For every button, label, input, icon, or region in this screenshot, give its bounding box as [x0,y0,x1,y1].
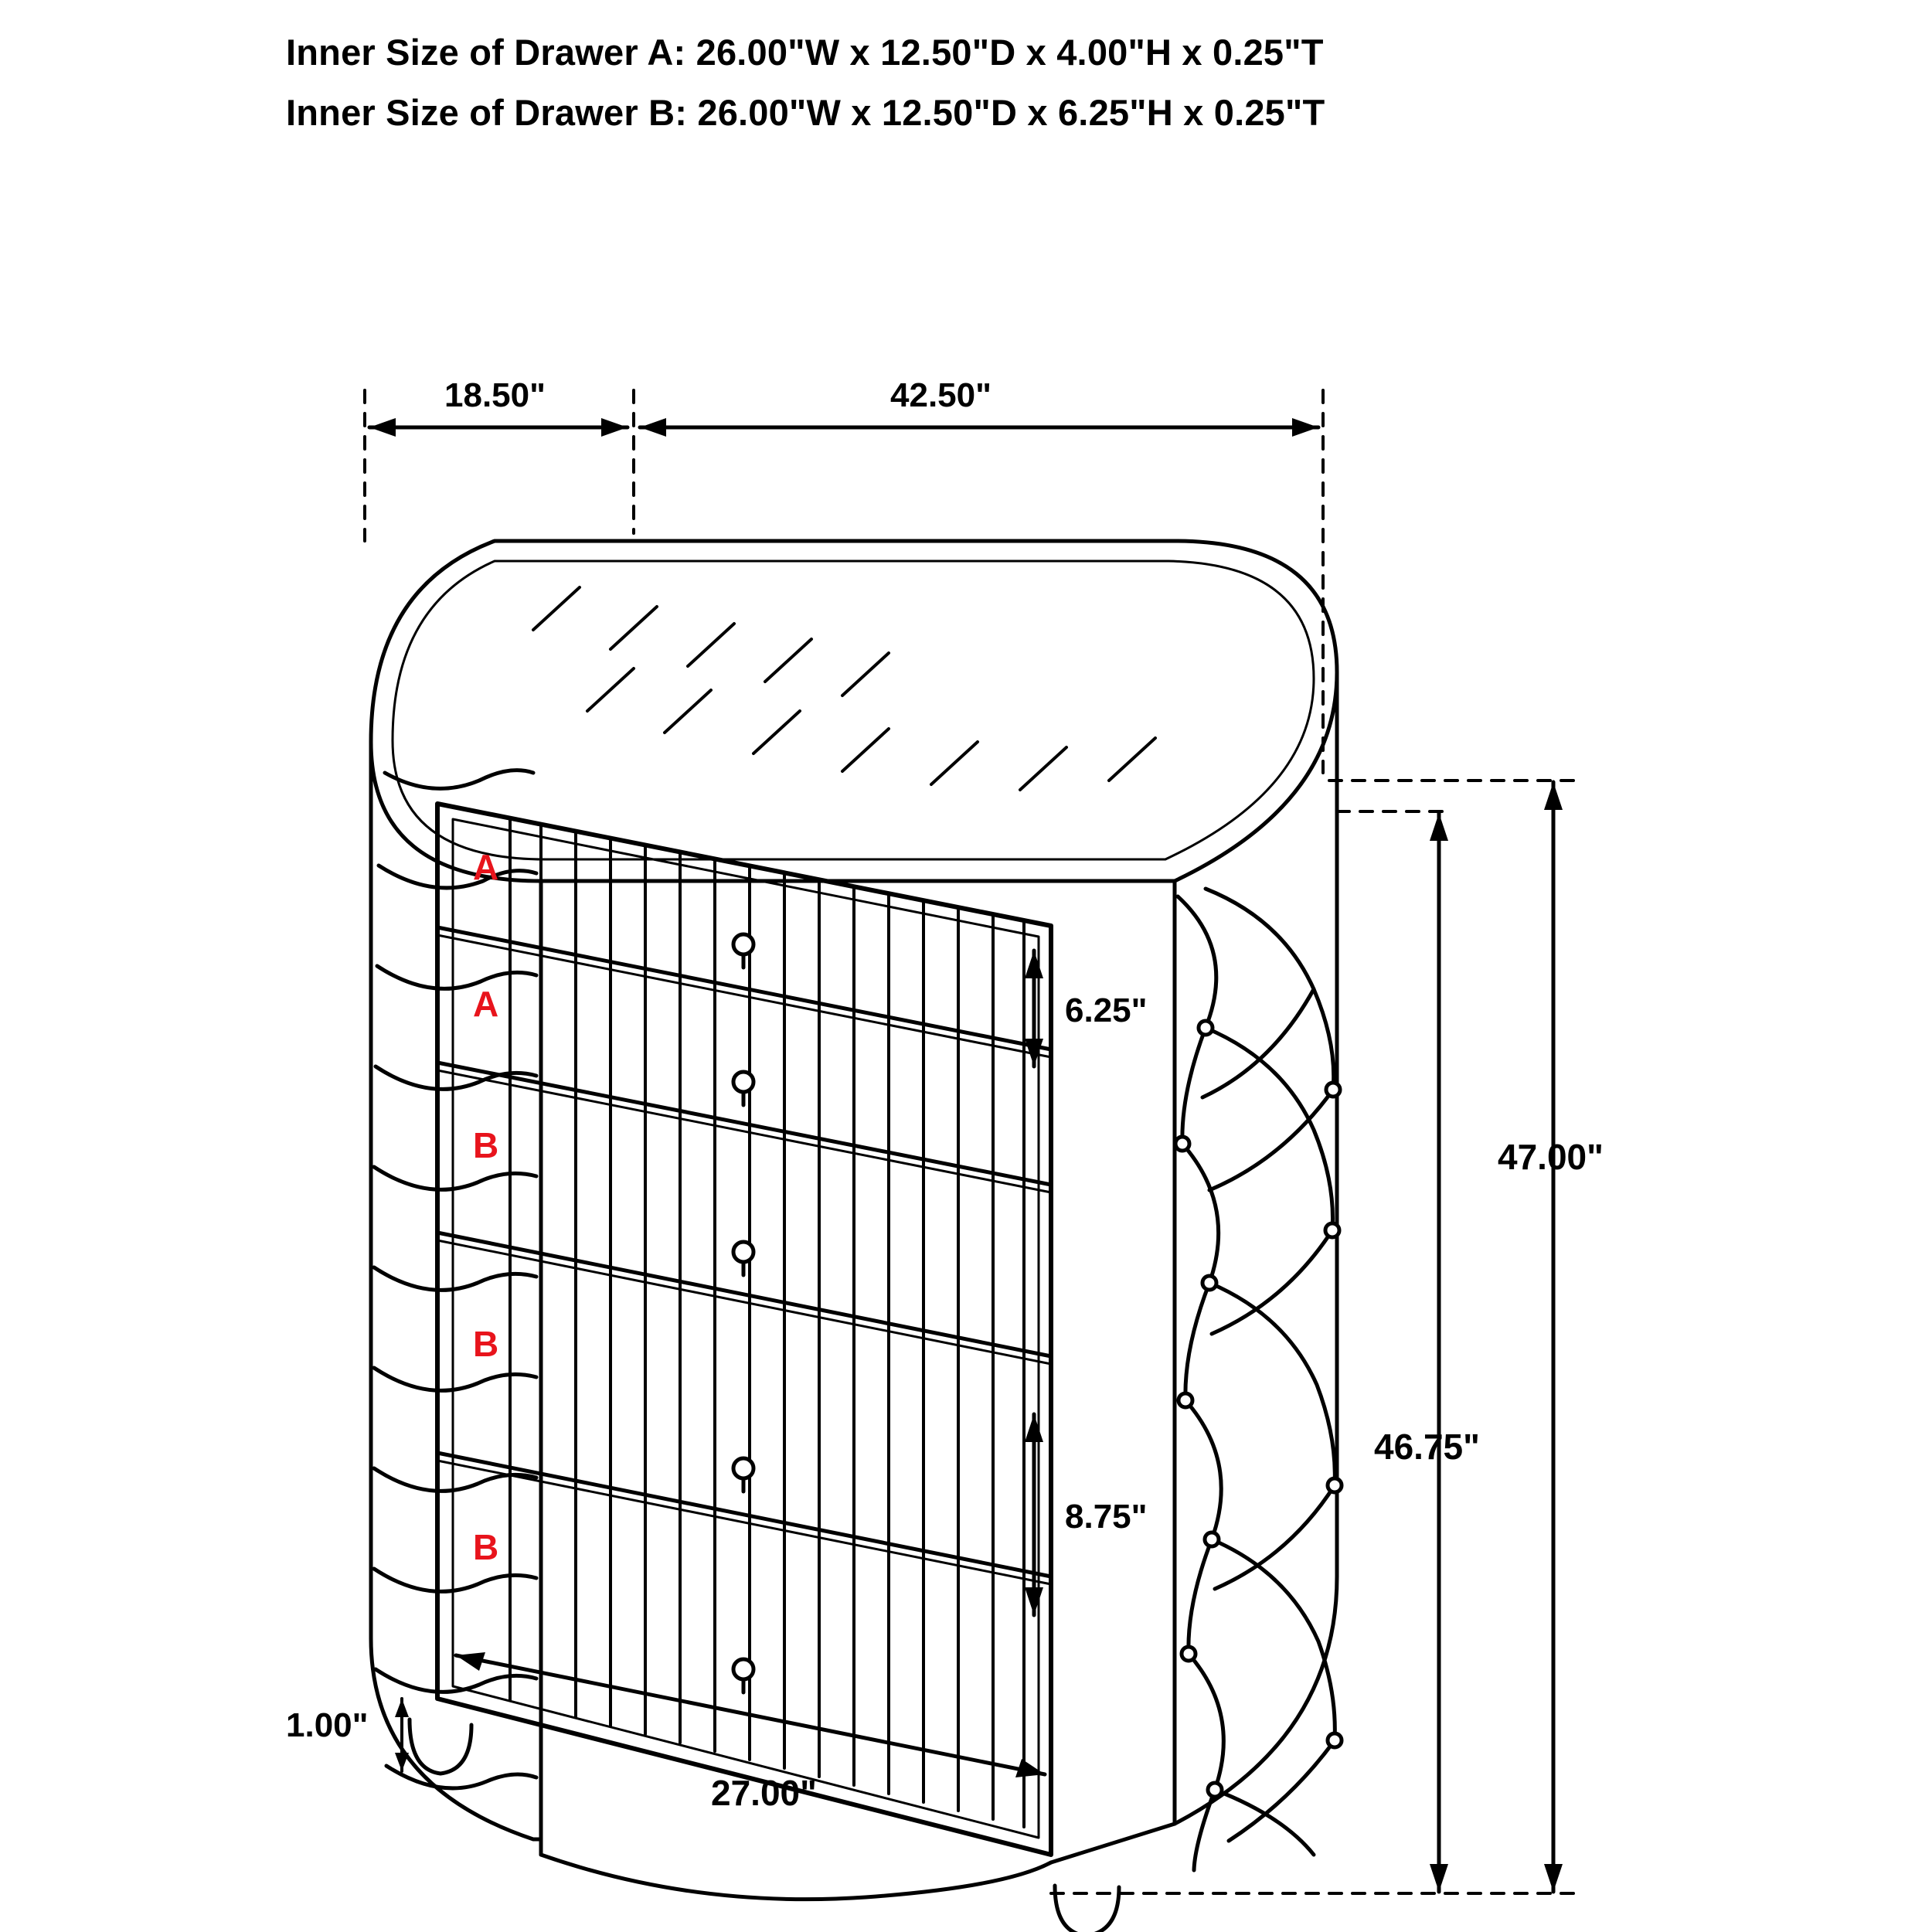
dim-label-6-25: 6.25" [1065,992,1148,1029]
dim-arrow-47-00 [1544,782,1563,1892]
top-gloss-highlights [533,587,1155,790]
drawer-a-inner-size-text: Inner Size of Drawer A: 26.00"W x 12.50"D x 4.00"H x 0.25"T [286,32,1324,73]
dim-arrow-42-50 [640,418,1318,437]
drawer-label-1: A [473,847,499,887]
dim-label-47-00: 47.00" [1498,1137,1604,1177]
dim-arrow-1-00 [395,1699,409,1771]
right-side-tufting [1175,889,1342,1870]
extension-lines-right [1051,781,1577,1893]
dim-arrow-46-75 [1430,813,1448,1892]
drawer-label-2: A [473,984,499,1024]
extension-lines-top [365,390,1323,773]
dim-label-8-75: 8.75" [1065,1498,1148,1536]
drawer-label-5: B [473,1527,499,1567]
dim-label-1-00: 1.00" [286,1706,369,1744]
drawer-fluting [510,818,1024,1827]
left-side-tufting [374,770,536,1788]
dim-label-18-50: 18.50" [444,376,546,414]
dim-label-46-75: 46.75" [1374,1427,1480,1467]
dim-label-27-00: 27.00" [711,1773,817,1813]
dim-label-42-50: 42.50" [890,376,992,414]
dim-arrow-18-50 [369,418,628,437]
chest-top-surface [371,541,1337,881]
drawer-b-inner-size-text: Inner Size of Drawer B: 26.00"W x 12.50"D x 6.25"H x 0.25"T [286,92,1325,133]
drawer-label-4: B [473,1324,499,1364]
drawer-label-3: B [473,1125,499,1165]
dim-arrow-8-75 [1025,1414,1043,1615]
